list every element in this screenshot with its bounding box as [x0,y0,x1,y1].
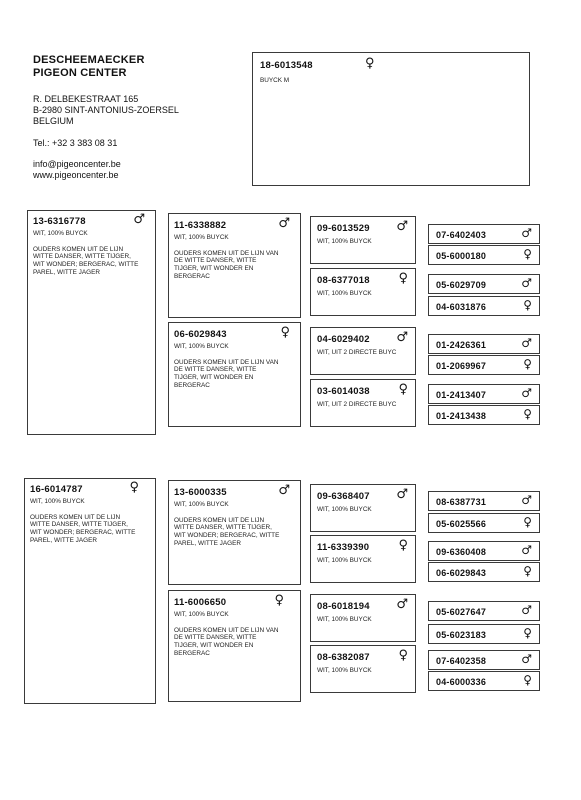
email: info@pigeoncenter.be [33,159,121,169]
ring-number: 06-6029843 [174,329,227,340]
pigeon-description: WIT, 100% BUYCK [317,238,372,245]
ancestor-box [428,491,540,511]
ring-number: 13-6316778 [33,216,86,227]
male-icon: ♂ [278,483,290,498]
ring-number: 09-6360408 [436,547,487,557]
company-name-line2: PIGEON CENTER [33,67,127,79]
pigeon-description: WIT, UIT 2 DIRECTE BUYC [317,349,397,356]
female-icon: ♀ [523,357,532,371]
male-icon: ♂ [278,216,290,231]
ring-number: 09-6013529 [317,223,370,234]
ring-number: 05-6029709 [436,280,487,290]
ancestor-box [428,562,540,582]
grandparent-box [168,213,301,318]
female-icon: ♀ [280,325,290,340]
ancestor-box [428,296,540,316]
female-icon: ♀ [398,271,408,286]
male-icon: ♂ [521,226,532,240]
ancestor-box [428,601,540,621]
ring-number: 03-6014038 [317,386,370,397]
female-icon: ♀ [523,626,532,640]
female-icon: ♀ [398,382,408,397]
female-icon: ♀ [523,515,532,529]
ring-number: 01-2413438 [436,411,487,421]
male-icon: ♂ [521,493,532,507]
ring-number: 08-6377018 [317,275,370,286]
pigeon-description: WIT, 100% BUYCK OUDERS KOMEN UIT DE LIJN VAN DE WITTE DANSER, WITTE TIJGER, WIT WONDER EN BERGERAC [174,234,279,280]
pigeon-description: WIT, 100% BUYCK OUDERS KOMEN UIT DE LIJN VAN DE WITTE DANSER, WITTE TIJGER, WIT WONDER EN BERGERAC [174,343,279,389]
great-grandparent-box [310,594,416,642]
female-icon: ♀ [398,648,408,663]
ring-number: 05-6027647 [436,607,487,617]
pigeon-description: WIT, 100% BUYCK [317,506,372,513]
ring-number: 05-6025566 [436,519,487,529]
ancestor-box [428,624,540,644]
ancestor-box [428,334,540,354]
pigeon-description: WIT, 100% BUYCK [317,290,372,297]
ancestor-box [428,650,540,670]
great-grandparent-box [310,268,416,316]
ancestor-box [428,671,540,691]
address-line-2: B-2980 SINT-ANTONIUS-ZOERSEL [33,105,179,115]
parent-box [27,210,156,435]
grandparent-box [168,322,301,427]
male-icon: ♂ [521,543,532,557]
ring-number: 11-6339390 [317,542,370,553]
ring-number: 09-6368407 [317,491,370,502]
male-icon: ♂ [521,386,532,400]
female-icon: ♀ [523,673,532,687]
pigeon-description: WIT, UIT 2 DIRECTE BUYC [317,401,397,408]
ring-number: 06-6029843 [436,568,487,578]
pigeon-description: WIT, 100% BUYCK OUDERS KOMEN UIT DE LIJN VAN DE WITTE DANSER, WITTE TIJGER, WIT WONDER EN BERGERAC [174,611,279,657]
ring-number: 05-6023183 [436,630,487,640]
ancestor-box [428,405,540,425]
ring-number: 13-6000335 [174,487,227,498]
company-name [33,54,145,80]
ring-number: 08-6387731 [436,497,487,507]
ring-number: 01-2426361 [436,340,487,350]
ring-number: 01-2069967 [436,361,487,371]
pigeon-description: WIT, 100% BUYCK [317,667,372,674]
ancestor-box [428,513,540,533]
ring-number: 11-6338882 [174,220,227,231]
male-icon: ♂ [521,652,532,666]
company-name-line1: DESCHEEMAECKER [33,54,145,66]
website: www.pigeoncenter.be [33,170,119,180]
ring-number: 07-6402358 [436,656,487,666]
ancestor-box [428,384,540,404]
ancestor-box [428,245,540,265]
great-grandparent-box [310,535,416,583]
grandparent-box [168,480,301,585]
ancestor-box [428,355,540,375]
female-icon: ♀ [274,593,284,608]
ring-number: 04-6029402 [317,334,370,345]
male-icon: ♂ [396,487,408,502]
ancestor-box [428,541,540,561]
ring-number: 07-6402403 [436,230,487,240]
ancestor-box [428,224,540,244]
ring-number: 08-6382087 [317,652,370,663]
male-icon: ♂ [396,597,408,612]
female-icon: ♀ [523,247,532,261]
female-icon: ♀ [523,407,532,421]
ring-number: 04-6000336 [436,677,487,687]
subject-ring-number: 18-6013548 [260,60,313,71]
address-line-1: R. DELBEKESTRAAT 165 [33,94,139,104]
great-grandparent-box [310,484,416,532]
ring-number: 16-6014787 [30,484,83,495]
male-icon: ♂ [133,212,145,227]
pigeon-description: WIT, 100% BUYCK OUDERS KOMEN UIT DE LIJN WITTE DANSER, WITTE TIJGER, WIT WONDER; BERGERAC, WITTE PAREL, WITTE JAGER [33,230,139,276]
address-line-3: BELGIUM [33,116,74,126]
pigeon-description: WIT, 100% BUYCK [317,557,372,564]
ring-number: 11-6006650 [174,597,227,608]
parent-box [24,478,156,704]
male-icon: ♂ [396,330,408,345]
female-icon: ♀ [523,298,532,312]
female-icon: ♀ [129,480,139,495]
male-icon: ♂ [396,219,408,234]
grandparent-box [168,590,301,702]
female-icon: ♀ [523,564,532,578]
ring-number: 08-6018194 [317,601,370,612]
pigeon-description: WIT, 100% BUYCK OUDERS KOMEN UIT DE LIJN WITTE DANSER, WITTE TIJGER, WIT WONDER; BERGERAC, WITTE PAREL, WITTE JAGER [30,498,136,544]
subject-pigeon-box [252,52,530,186]
female-icon: ♀ [365,56,375,71]
great-grandparent-box [310,645,416,693]
great-grandparent-box [310,327,416,375]
telephone: Tel.: +32 3 383 08 31 [33,138,118,148]
male-icon: ♂ [521,603,532,617]
female-icon: ♀ [398,538,408,553]
ring-number: 04-6031876 [436,302,487,312]
pigeon-description: WIT, 100% BUYCK [317,616,372,623]
male-icon: ♂ [521,276,532,290]
ring-number: 01-2413407 [436,390,487,400]
pigeon-description: WIT, 100% BUYCK OUDERS KOMEN UIT DE LIJN WITTE DANSER, WITTE TIJGER, WIT WONDER; BERGERAC, WITTE PAREL, WITTE JAGER [174,501,280,547]
subject-name: BUYCK M [260,77,290,84]
ancestor-box [428,274,540,294]
great-grandparent-box [310,379,416,427]
male-icon: ♂ [521,336,532,350]
ring-number: 05-6000180 [436,251,487,261]
great-grandparent-box [310,216,416,264]
